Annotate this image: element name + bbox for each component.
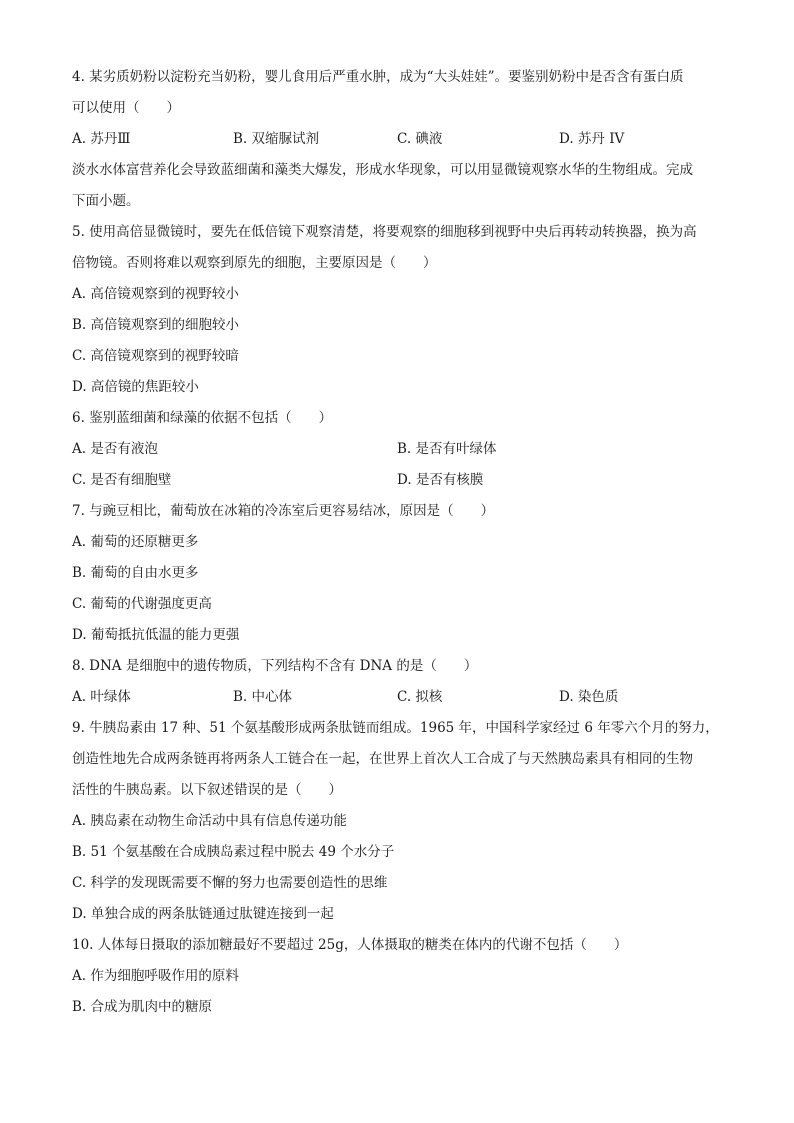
question-9-stem: 9. 牛胰岛素由 17 种、51 个氨基酸形成两条肽链而组成。1965 年，中国科学家经过 6 年零六个月的努力， — [72, 720, 719, 736]
option-a: A. 是否有液泡 — [72, 441, 158, 457]
exam-page — [72, 62, 732, 1023]
option-d: D. 单独合成的两条肽链通过肽键连接到一起 — [72, 906, 334, 922]
option-d: D. 是否有核膜 — [397, 472, 484, 488]
question-5-stem: 5. 使用高倍显微镜时，要先在低倍镜下观察清楚，将要观察的细胞移到视野中央后再转动转换器，换为高 — [72, 224, 697, 240]
group-intro: 淡水水体富营养化会导致蓝细菌和藻类大爆发，形成水华现象，可以用显微镜观察水华的生物组成。完成 — [72, 162, 693, 178]
question-4-options — [72, 124, 732, 155]
option-c: C. 拟核 — [397, 689, 443, 705]
question-10-stem: 10. 人体每日摄取的添加糖最好不要超过 25g，人体摄取的糖类在体内的代谢不包括（ ） — [72, 937, 628, 953]
question-5-stem-cont: 倍物镜。否则将难以观察到原先的细胞，主要原因是（ ） — [72, 255, 437, 271]
option-b: B. 葡萄的自由水更多 — [72, 565, 199, 581]
option-b: B. 合成为肌肉中的糖原 — [72, 999, 213, 1015]
option-a: A. 叶绿体 — [72, 689, 131, 705]
option-d: D. 高倍镜的焦距较小 — [72, 379, 199, 395]
option-a: A. 作为细胞呼吸作用的原料 — [72, 968, 239, 984]
question-4-stem-cont: 可以使用（ ） — [72, 100, 180, 116]
question-9-stem-cont: 创造性地先合成两条链再将两条人工链合在一起，在世界上首次人工合成了与天然胰岛素具有相同的生物 — [72, 751, 693, 767]
option-c: C. 高倍镜观察到的视野较暗 — [72, 348, 239, 364]
option-d: D. 葡萄抵抗低温的能力更强 — [72, 627, 240, 643]
option-a: A. 苏丹Ⅲ — [72, 131, 131, 147]
option-d: D. 苏丹 IV — [559, 131, 625, 147]
question-9-stem-cont2: 活性的牛胰岛素。以下叙述错误的是（ ） — [72, 782, 342, 798]
option-d: D. 染色质 — [559, 689, 619, 705]
option-c: C. 是否有细胞壁 — [72, 472, 172, 488]
question-7-stem: 7. 与豌豆相比，葡萄放在冰箱的冷冻室后更容易结冰，原因是（ ） — [72, 503, 495, 519]
option-a: A. 葡萄的还原糖更多 — [72, 534, 199, 550]
question-8-options — [72, 682, 732, 713]
question-6-options-row1 — [72, 434, 732, 465]
option-b: B. 双缩脲试剂 — [233, 131, 320, 147]
question-6-stem: 6. 鉴别蓝细菌和绿藻的依据不包括（ ） — [72, 410, 333, 426]
question-8-stem: 8. DNA 是细胞中的遗传物质，下列结构不含有 DNA 的是（ ） — [72, 658, 478, 674]
option-b: B. 51 个氨基酸在合成胰岛素过程中脱去 49 个水分子 — [72, 844, 395, 860]
question-6-options-row2 — [72, 465, 732, 496]
option-b: B. 中心体 — [233, 689, 293, 705]
option-a: A. 高倍镜观察到的视野较小 — [72, 286, 239, 302]
option-c: C. 碘液 — [397, 131, 443, 147]
option-c: C. 科学的发现既需要不懈的努力也需要创造性的思维 — [72, 875, 388, 891]
group-intro-cont: 下面小题。 — [72, 193, 140, 209]
option-b: B. 高倍镜观察到的细胞较小 — [72, 317, 240, 333]
option-b: B. 是否有叶绿体 — [397, 441, 497, 457]
question-4-stem: 4. 某劣质奶粉以淀粉充当奶粉，婴儿食用后严重水肿，成为“大头娃娃”。要鉴别奶粉中是否含有蛋白质 — [72, 69, 684, 85]
option-c: C. 葡萄的代谢强度更高 — [72, 596, 212, 612]
option-a: A. 胰岛素在动物生命活动中具有信息传递功能 — [72, 813, 347, 829]
